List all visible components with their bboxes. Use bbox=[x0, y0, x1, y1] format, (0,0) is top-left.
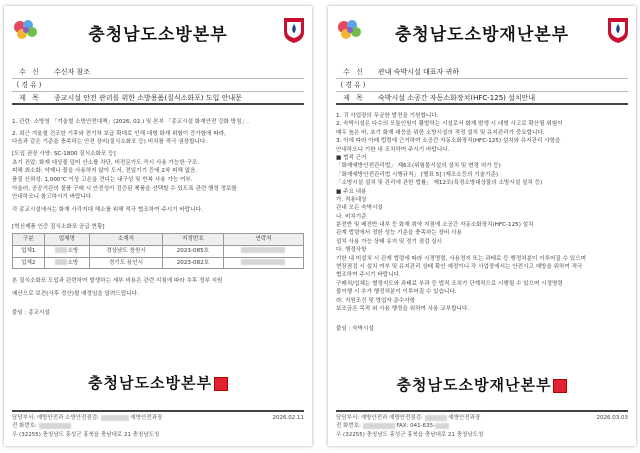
cell-addr: 경상남도 창원시 bbox=[90, 245, 163, 257]
body-line: 피해 최소화: 약제나 물을 사용하지 않아 도서, 전일기기 등에 2차 피해 없음. bbox=[12, 168, 198, 175]
body-line: 2. 최근 겨울철 건조한 기후와 전기차 보급 확대로 인해 대형 화재 위험이 증가함에 따라, bbox=[12, 130, 226, 137]
issue-date: 2026.03.03 bbox=[596, 415, 628, 421]
body-line: 안내하오니 기한 내 조치하여 주시기 바랍니다. bbox=[336, 146, 450, 153]
body-line: 1. 귀 사업장의 무궁한 발전을 기원합니다. bbox=[336, 113, 439, 119]
redaction bbox=[363, 423, 395, 429]
table-caption: [혁신제품 인증 질식소화포 공급 현황] bbox=[12, 223, 105, 230]
footer-line: 전 화번호: FAX: 041-635- bbox=[336, 422, 628, 430]
page-title: 충청남도소방본부 bbox=[88, 25, 228, 45]
closing-line: 본 질식소화포 도입과 관련하여 발생하는 세부 비용은 관련 지침에 따라 추후 정부 지원 bbox=[12, 278, 223, 285]
subject-value: 종교시설 안전 관리를 위한 소방용품(질식소화포) 도입 안내문 bbox=[54, 93, 242, 102]
body-line: 아울러, 공공기관의 물품 구매 시 안전성이 검증된 제품을 선택할 수 있도록 관련 행정 정보를 bbox=[12, 185, 237, 192]
cell-name: 소방 bbox=[44, 245, 89, 257]
body-line: 분전반 및 배전반 내부 등 화재 취약 지점에 소공간 자동소화장치(HFC-125) 설치 bbox=[336, 222, 534, 229]
via-row bbox=[12, 79, 304, 92]
body-line: 안내하오니 참고하시기 바랍니다. bbox=[12, 194, 93, 201]
recipient-label: 수 신 bbox=[19, 68, 41, 76]
column-header: 연락처 bbox=[223, 234, 303, 246]
signature-text: 충청남도소방재난본부 bbox=[396, 376, 552, 394]
footer-line: 전 화번호: bbox=[12, 422, 304, 430]
issue-date: 2026.02.11 bbox=[272, 415, 304, 421]
redaction bbox=[425, 415, 447, 421]
subject-label: 제 목 bbox=[19, 93, 41, 102]
document-right bbox=[328, 6, 636, 446]
via-label: (경유) bbox=[340, 81, 368, 89]
footer-line: 담당부서: 예방안전과 예방안전점검: 예방안전과장 bbox=[336, 415, 481, 421]
subject-value: 숙박시설 소공간 자동소화장치(HFC-125) 설치안내 bbox=[378, 93, 536, 102]
cell-no: 2023-085호 bbox=[162, 245, 223, 257]
body-line: 가. 적용대상 bbox=[336, 196, 367, 203]
body-line: 「화재예방안전관리법 시행규칙」 [별표 5] (제조소등의 기술기준) bbox=[336, 171, 499, 178]
redaction bbox=[39, 423, 71, 429]
redaction bbox=[55, 259, 67, 265]
attachment-note: 붙임 : 숙박시설 bbox=[336, 326, 374, 333]
recipient-row bbox=[12, 66, 304, 79]
body-line: 협조하여 주시기 바랍니다. bbox=[336, 272, 401, 279]
footer bbox=[12, 410, 304, 439]
cell-kind: 업체1 bbox=[13, 245, 45, 257]
footer-address: 우 (32255) 충청남도 홍성군 홍북읍 충남대로 21 충청남도청 bbox=[336, 431, 484, 438]
supplier-table bbox=[12, 233, 304, 269]
cell-name: 소방 bbox=[44, 257, 89, 269]
recipient-label: 수 신 bbox=[343, 68, 365, 76]
table-row bbox=[13, 257, 304, 269]
fire-emblem-icon bbox=[282, 16, 306, 44]
body-line: 1. 관련: 소방청 「겨울철 소방안전대책」(2026. 02.) 및 본부 「종교시설 화재안전 강화 방침」. bbox=[12, 119, 249, 125]
official-seal-icon bbox=[553, 379, 567, 393]
column-header: 구분 bbox=[13, 234, 45, 246]
signature-block bbox=[4, 372, 312, 393]
body-line: 라. 지원조건 및 영업자 준수사항 bbox=[336, 297, 416, 304]
body-line: 관계 법령에서 정한 성능 기준을 충족하는 장비 사용 bbox=[336, 230, 462, 237]
redaction bbox=[435, 423, 449, 429]
body-text bbox=[336, 112, 628, 334]
redaction bbox=[241, 247, 285, 253]
signature-text: 충청남도소방본부 bbox=[88, 374, 212, 392]
body-line: 다음과 같은 기준을 충족하는 안전 장비(질식소화포 등) 비치를 적극 권장합니다. bbox=[12, 139, 208, 146]
body-line: 불이행 시 추가 행정처분이 이루어질 수 있습니다. bbox=[336, 289, 457, 296]
header-block bbox=[12, 66, 304, 105]
body-text bbox=[12, 118, 304, 317]
recipient-value: 수신자 참조 bbox=[54, 68, 91, 76]
table-header-row bbox=[13, 234, 304, 246]
closing-line: 예산으로 보전(사후 정산)될 예정임을 알려드립니다. bbox=[12, 290, 139, 297]
document-left bbox=[4, 6, 312, 446]
redaction bbox=[241, 259, 285, 265]
body-line: 나. 비치기준 bbox=[336, 213, 367, 220]
column-header: 소재지 bbox=[90, 234, 163, 246]
cell-addr: 경기도 용인시 bbox=[90, 257, 163, 269]
subject-row bbox=[12, 92, 304, 105]
footer-address: 우 (32255) 충청남도 홍성군 홍북읍 충남대로 21 충청남도청 bbox=[12, 431, 160, 438]
redaction bbox=[101, 415, 129, 421]
page-title: 충청남도소방재난본부 bbox=[394, 25, 570, 45]
body-line: [도입 권장 사양: SC-1800 질식소화포 등] bbox=[12, 150, 116, 157]
column-header: 지정번호 bbox=[162, 234, 223, 246]
body-line: ■ 주요 내용 bbox=[336, 188, 367, 195]
official-seal-icon bbox=[214, 377, 228, 391]
via-label: (경유) bbox=[16, 81, 44, 89]
cell-no: 2023-082호 bbox=[162, 257, 223, 269]
body-line: 2. 숙박시설은 다수의 모듈인원이 활발하는 시설로서 화재 발생 시 대형 사고로 확산될 위험이 bbox=[336, 121, 563, 128]
redaction bbox=[55, 247, 67, 253]
cell-contact bbox=[223, 257, 303, 269]
body-line: 각 종교시설에서는 화재 사각지대 해소를 위해 적극 협조하여 주시기 바랍니다. bbox=[12, 206, 203, 213]
recipient-row bbox=[336, 66, 628, 79]
signature-block bbox=[328, 374, 636, 395]
body-line: 3. 이에 따라 아래 법령에 근거하여 소공간 자동소화장치(HFC-125) 설치와 유지관리 사항을 bbox=[336, 138, 561, 145]
body-line: ■ 법적 근거 bbox=[336, 154, 367, 161]
footer bbox=[336, 410, 628, 439]
body-line: 보조금은 목적 외 사용 행정을 위하여 사용 교부합니다. bbox=[336, 305, 470, 312]
recipient-value: 관내 숙박시설 대표자 귀하 bbox=[378, 68, 460, 76]
subject-label: 제 목 bbox=[343, 93, 365, 102]
body-line: 설치 사용 가능 상태 유지 및 정기 점검 실시 bbox=[336, 238, 443, 245]
body-line: 「화재예방안전관리법」 제6조(위험물시설의 설치 및 변경 허가 등) bbox=[336, 163, 501, 170]
subject-row bbox=[336, 92, 628, 105]
fire-emblem-icon bbox=[606, 16, 630, 44]
cell-contact bbox=[223, 245, 303, 257]
body-line: 구매처/업체는 별정지도와 과태료 부과 등 법적 조치가 단계적으로 시행될 수 있으며 시정명령 bbox=[336, 280, 563, 287]
header-block bbox=[336, 66, 628, 105]
cell-kind: 업체2 bbox=[13, 257, 45, 269]
attachment-note: 붙임 : 종교시설 bbox=[12, 309, 50, 316]
column-header: 업체명 bbox=[44, 234, 89, 246]
body-line: 「소방시설 설치 및 관리에 관한 법률」 제12조(특정소방대상물의 소방시설 설치 등) bbox=[336, 180, 543, 187]
body-line: 품질 신뢰성: 1,000℃ 이상 고온을 견디는 내구성 및 반복 사용 가능 여부. bbox=[12, 176, 193, 183]
body-line: 관내 모든 숙박시설 bbox=[336, 205, 383, 212]
body-line: 다. 행정사항 bbox=[336, 247, 367, 254]
footer-line: 담당부서: 예방안전과 소방안전점검: 예방안전과장 bbox=[12, 415, 163, 421]
body-line: 기한 내 미설치 시 관계 법령에 따라 시정명령, 사용정지 또는 과태료 등 행정처분이 이루어질 수 있으며 bbox=[336, 255, 586, 262]
body-line: 매우 높은 바, 초기 화재 대응을 위한 소방시설의 적정 설치 및 유지관리가 중요합니다. bbox=[336, 129, 545, 136]
via-row bbox=[336, 79, 628, 92]
table-row bbox=[13, 245, 304, 257]
body-line: 초기 진압: 화재 대상물 덮어 산소를 차단, 비전문가도 즉시 사용 가능한 구조. bbox=[12, 159, 200, 166]
body-line: 현장점검 시 설치 여부 및 유지관리 상태 확인 예정이니 각 사업장에서는 안전시고 예방을 위하여 적극 bbox=[336, 264, 583, 271]
